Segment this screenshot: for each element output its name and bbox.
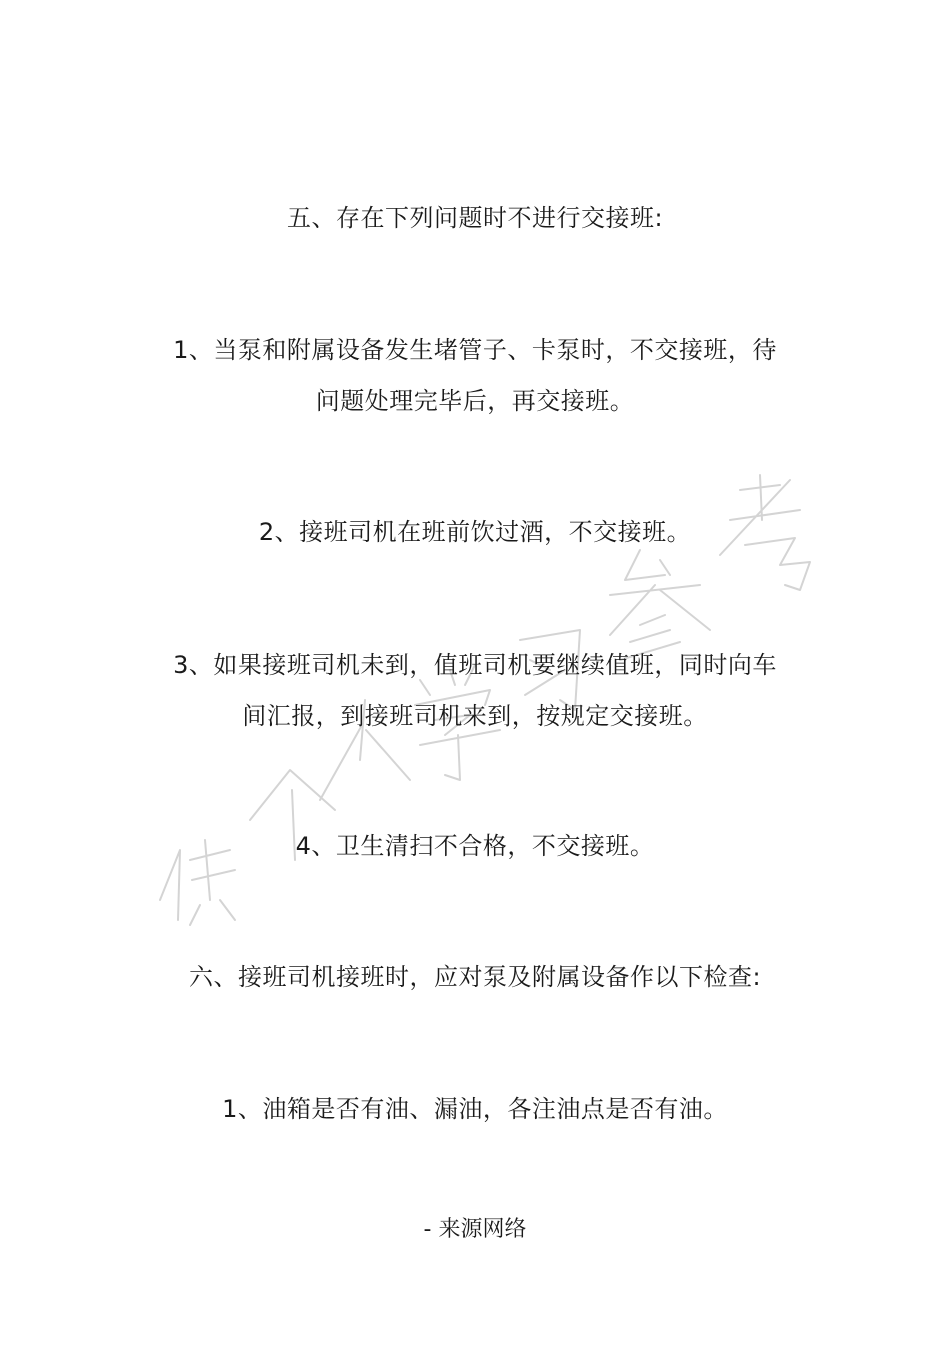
list-item-1-line-1: 1、当泵和附属设备发生堵管子、卡泵时，不交接班，待 xyxy=(173,336,777,364)
section-heading-6: 六、接班司机接班时，应对泵及附属设备作以下检查: xyxy=(188,963,762,991)
list-item-6-1: 1、油箱是否有油、漏油，各注油点是否有油。 xyxy=(222,1095,728,1123)
section-heading-5: 五、存在下列问题时不进行交接班: xyxy=(286,204,664,232)
list-item-3-line-2: 间汇报，到接班司机来到，按规定交接班。 xyxy=(242,702,708,730)
list-item-2: 2、接班司机在班前饮过酒，不交接班。 xyxy=(258,518,692,546)
source-footer: - 来源网络 xyxy=(423,1217,527,1242)
list-item-4: 4、卫生清扫不合格，不交接班。 xyxy=(295,832,655,860)
list-item-1-line-2: 问题处理完毕后，再交接班。 xyxy=(315,387,635,415)
list-item-3-line-1: 3、如果接班司机未到，值班司机要继续值班，同时向车 xyxy=(173,651,777,679)
